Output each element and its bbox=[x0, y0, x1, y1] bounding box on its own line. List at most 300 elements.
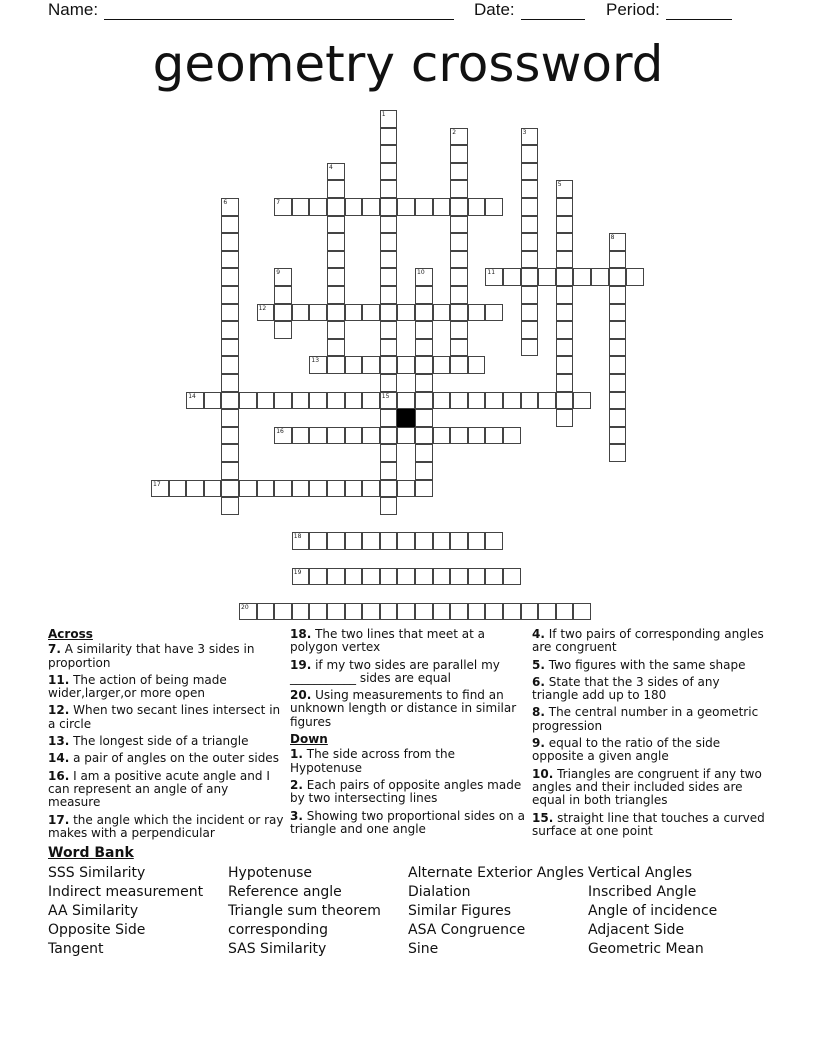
crossword-cell[interactable] bbox=[521, 251, 539, 269]
crossword-cell[interactable] bbox=[239, 392, 257, 410]
crossword-cell[interactable] bbox=[345, 356, 363, 374]
clue-number: 3. bbox=[290, 808, 303, 823]
crossword-cell[interactable] bbox=[521, 145, 539, 163]
crossword-cell[interactable] bbox=[327, 321, 345, 339]
crossword-cell[interactable] bbox=[521, 286, 539, 304]
crossword-cell[interactable] bbox=[380, 216, 398, 234]
clue-number-label: 18 bbox=[293, 533, 302, 541]
crossword-cell[interactable] bbox=[521, 216, 539, 234]
crossword-cell[interactable] bbox=[221, 480, 239, 498]
crossword-cell[interactable] bbox=[327, 480, 345, 498]
crossword-cell[interactable] bbox=[468, 304, 486, 322]
crossword-cell[interactable] bbox=[609, 321, 627, 339]
crossword-cell[interactable] bbox=[450, 128, 468, 146]
crossword-cell[interactable] bbox=[274, 268, 292, 286]
crossword-cell[interactable] bbox=[415, 427, 433, 445]
word-bank-entry: Tangent bbox=[48, 941, 104, 957]
crossword-cell[interactable] bbox=[345, 603, 363, 621]
crossword-cell[interactable] bbox=[485, 532, 503, 550]
crossword-cell[interactable] bbox=[433, 198, 451, 216]
clue-number-label: 16 bbox=[276, 427, 284, 435]
crossword-cell[interactable] bbox=[433, 392, 451, 410]
crossword-cell[interactable] bbox=[345, 427, 363, 445]
crossword-cell[interactable] bbox=[257, 304, 275, 322]
crossword-cell[interactable] bbox=[415, 392, 433, 410]
crossword-cell[interactable] bbox=[521, 163, 539, 181]
crossword-cell[interactable] bbox=[485, 568, 503, 586]
crossword-cell[interactable] bbox=[397, 568, 415, 586]
crossword-cell[interactable] bbox=[221, 356, 239, 374]
crossword-cell[interactable] bbox=[468, 198, 486, 216]
crossword-cell[interactable] bbox=[327, 427, 345, 445]
crossword-cell[interactable] bbox=[397, 304, 415, 322]
word-bank-entry: Geometric Mean bbox=[588, 941, 704, 957]
crossword-cell[interactable] bbox=[292, 304, 310, 322]
clue-text: Using measurements to find an unknown length or distance in similar figures bbox=[290, 688, 517, 729]
crossword-cell[interactable] bbox=[257, 480, 275, 498]
crossword-cell[interactable] bbox=[521, 180, 539, 198]
crossword-cell[interactable] bbox=[309, 568, 327, 586]
crossword-cell[interactable] bbox=[221, 497, 239, 515]
clue-number: 20. bbox=[290, 688, 312, 703]
crossword-cell[interactable] bbox=[362, 198, 380, 216]
crossword-cell[interactable] bbox=[221, 216, 239, 234]
crossword-cell[interactable] bbox=[292, 427, 310, 445]
crossword-cell[interactable] bbox=[556, 392, 574, 410]
crossword-cell[interactable] bbox=[609, 444, 627, 462]
crossword-cell[interactable] bbox=[362, 568, 380, 586]
clue-text: Each pairs of opposite angles made by two intersecting lines bbox=[290, 777, 522, 806]
crossword-cell[interactable] bbox=[468, 568, 486, 586]
crossword-cell[interactable] bbox=[380, 392, 398, 410]
crossword-cell[interactable] bbox=[609, 286, 627, 304]
crossword-cell[interactable] bbox=[397, 356, 415, 374]
crossword-cell[interactable] bbox=[415, 444, 433, 462]
crossword-cell[interactable] bbox=[485, 603, 503, 621]
crossword-cell[interactable] bbox=[345, 198, 363, 216]
crossword-cell[interactable] bbox=[538, 603, 556, 621]
crossword-cell[interactable] bbox=[468, 427, 486, 445]
crossword-cell[interactable] bbox=[309, 427, 327, 445]
crossword-cell[interactable] bbox=[397, 392, 415, 410]
crossword-cell[interactable] bbox=[204, 392, 222, 410]
crossword-cell[interactable] bbox=[609, 409, 627, 427]
crossword-cell[interactable] bbox=[274, 392, 292, 410]
clue-number-label: 4 bbox=[329, 163, 333, 171]
crossword-cell[interactable] bbox=[503, 427, 521, 445]
crossword-cell[interactable] bbox=[221, 444, 239, 462]
crossword-cell[interactable] bbox=[415, 339, 433, 357]
crossword-cell[interactable] bbox=[609, 268, 627, 286]
clues-column-2 bbox=[290, 628, 526, 840]
crossword-cell[interactable] bbox=[292, 480, 310, 498]
crossword-cell[interactable] bbox=[521, 339, 539, 357]
crossword-cell[interactable] bbox=[380, 497, 398, 515]
crossword-cell[interactable] bbox=[485, 268, 503, 286]
crossword-cell[interactable] bbox=[397, 480, 415, 498]
crossword-cell[interactable] bbox=[327, 233, 345, 251]
crossword-cell[interactable] bbox=[239, 603, 257, 621]
clue-item bbox=[532, 659, 768, 672]
crossword-cell[interactable] bbox=[239, 480, 257, 498]
crossword-cell[interactable] bbox=[309, 304, 327, 322]
crossword-cell[interactable] bbox=[327, 304, 345, 322]
crossword-cell[interactable] bbox=[609, 427, 627, 445]
crossword-cell[interactable] bbox=[626, 268, 644, 286]
word-bank-column bbox=[48, 864, 228, 959]
crossword-cell[interactable] bbox=[415, 321, 433, 339]
word-bank-column bbox=[588, 864, 768, 959]
crossword-cell[interactable] bbox=[292, 568, 310, 586]
crossword-cell[interactable] bbox=[450, 198, 468, 216]
crossword-cell[interactable] bbox=[609, 356, 627, 374]
crossword-cell[interactable] bbox=[468, 532, 486, 550]
clue-item bbox=[48, 674, 284, 701]
crossword-cell[interactable] bbox=[292, 392, 310, 410]
clue-number-label: 5 bbox=[557, 181, 562, 189]
crossword-cell[interactable] bbox=[450, 286, 468, 304]
crossword-cell[interactable] bbox=[433, 427, 451, 445]
clue-number: 15. bbox=[532, 810, 554, 825]
crossword-cell[interactable] bbox=[380, 339, 398, 357]
crossword-cell[interactable] bbox=[556, 216, 574, 234]
crossword-cell[interactable] bbox=[309, 392, 327, 410]
crossword-cell[interactable] bbox=[327, 603, 345, 621]
crossword-cell[interactable] bbox=[327, 286, 345, 304]
clue-text: When two secant lines intersect in a circle bbox=[48, 703, 281, 731]
crossword-cell[interactable] bbox=[450, 268, 468, 286]
crossword-cell[interactable] bbox=[556, 603, 574, 621]
crossword-cell[interactable] bbox=[450, 216, 468, 234]
crossword-cell[interactable] bbox=[415, 286, 433, 304]
clue-number: 2. bbox=[290, 777, 303, 792]
crossword-cell[interactable] bbox=[609, 392, 627, 410]
crossword-cell[interactable] bbox=[468, 356, 486, 374]
crossword-cell[interactable] bbox=[274, 480, 292, 498]
crossword-cell[interactable] bbox=[221, 409, 239, 427]
crossword-cell[interactable] bbox=[221, 286, 239, 304]
crossword-cell[interactable] bbox=[415, 374, 433, 392]
crossword-cell[interactable] bbox=[380, 444, 398, 462]
crossword-cell[interactable] bbox=[538, 268, 556, 286]
clue-number-label: 1 bbox=[381, 111, 386, 118]
crossword-cell[interactable] bbox=[503, 568, 521, 586]
crossword-cell[interactable] bbox=[521, 128, 539, 146]
word-bank-entry: Sine bbox=[408, 941, 439, 957]
crossword-cell[interactable] bbox=[415, 356, 433, 374]
crossword-cell[interactable] bbox=[468, 392, 486, 410]
crossword-cell[interactable] bbox=[345, 304, 363, 322]
crossword-cell[interactable] bbox=[573, 392, 591, 410]
clue-text: straight line that touches a curved surface at one point bbox=[532, 810, 765, 838]
crossword-cell[interactable] bbox=[362, 532, 380, 550]
crossword-cell[interactable] bbox=[257, 603, 275, 621]
crossword-cell[interactable] bbox=[221, 339, 239, 357]
crossword-cell[interactable] bbox=[327, 163, 345, 181]
crossword-cell[interactable] bbox=[380, 321, 398, 339]
clue-item bbox=[290, 659, 526, 686]
crossword-cell[interactable] bbox=[327, 339, 345, 357]
crossword-cell[interactable] bbox=[609, 304, 627, 322]
crossword-cell[interactable] bbox=[380, 568, 398, 586]
crossword-cell[interactable] bbox=[380, 110, 398, 128]
crossword-cell[interactable] bbox=[450, 163, 468, 181]
crossword-cell[interactable] bbox=[327, 180, 345, 198]
crossword-cell[interactable] bbox=[327, 198, 345, 216]
crossword-cell[interactable] bbox=[362, 603, 380, 621]
crossword-cell[interactable] bbox=[221, 198, 239, 216]
crossword-cell[interactable] bbox=[309, 198, 327, 216]
crossword-cell[interactable] bbox=[274, 198, 292, 216]
page-title: geometry crossword bbox=[152, 35, 664, 93]
crossword-cell[interactable] bbox=[450, 532, 468, 550]
name-label: Name: bbox=[48, 0, 99, 19]
crossword-cell[interactable] bbox=[556, 304, 574, 322]
crossword-cell[interactable] bbox=[380, 356, 398, 374]
clue-number-label: 10 bbox=[417, 269, 425, 277]
crossword-cell[interactable] bbox=[380, 409, 398, 427]
crossword-cell[interactable] bbox=[521, 268, 539, 286]
crossword-cell[interactable] bbox=[380, 198, 398, 216]
crossword-cell[interactable] bbox=[433, 356, 451, 374]
crossword-cell[interactable] bbox=[415, 462, 433, 480]
down-clue-list bbox=[290, 748, 526, 836]
crossword-cell[interactable] bbox=[274, 304, 292, 322]
clue-number-label: 11 bbox=[487, 269, 496, 277]
crossword-cell[interactable] bbox=[609, 233, 627, 251]
word-bank-entry: corresponding bbox=[228, 922, 328, 938]
crossword-cell[interactable] bbox=[380, 480, 398, 498]
crossword-cell[interactable] bbox=[591, 268, 609, 286]
crossword-cell[interactable] bbox=[380, 251, 398, 269]
clue-number-label: 12 bbox=[258, 304, 267, 312]
crossword-cell[interactable] bbox=[609, 251, 627, 269]
crossword-cell[interactable] bbox=[609, 374, 627, 392]
crossword-cell[interactable] bbox=[573, 268, 591, 286]
crossword-cell[interactable] bbox=[221, 268, 239, 286]
clue-text: If two pairs of corresponding angles are congruent bbox=[532, 627, 764, 655]
crossword-cell[interactable] bbox=[380, 532, 398, 550]
clue-number-label: 15 bbox=[381, 392, 390, 400]
clue-number-label: 19 bbox=[293, 568, 302, 576]
crossword-cell[interactable] bbox=[556, 180, 574, 198]
crossword-cell[interactable] bbox=[362, 392, 380, 410]
crossword-cell[interactable] bbox=[380, 128, 398, 146]
clue-number-label: 20 bbox=[241, 603, 249, 611]
crossword-cell[interactable] bbox=[450, 251, 468, 269]
crossword-cell[interactable] bbox=[433, 568, 451, 586]
crossword-cell[interactable] bbox=[327, 216, 345, 234]
clue-text: the angle which the incident or ray makes with a perpendicular bbox=[48, 812, 284, 840]
crossword-cell[interactable] bbox=[503, 392, 521, 410]
clue-item bbox=[290, 779, 526, 806]
crossword-cell[interactable] bbox=[433, 304, 451, 322]
crossword-cell[interactable] bbox=[186, 392, 204, 410]
date-label: Date: bbox=[474, 0, 515, 19]
crossword-cell[interactable] bbox=[345, 480, 363, 498]
crossword-cell[interactable] bbox=[186, 480, 204, 498]
crossword-cell[interactable] bbox=[327, 268, 345, 286]
clue-number: 1. bbox=[290, 747, 303, 762]
crossword-cell[interactable] bbox=[450, 321, 468, 339]
crossword-cell[interactable] bbox=[521, 603, 539, 621]
crossword-cell[interactable] bbox=[292, 532, 310, 550]
crossword-cell[interactable] bbox=[415, 409, 433, 427]
clue-text: The longest side of a triangle bbox=[73, 734, 249, 749]
crossword-cell[interactable] bbox=[521, 304, 539, 322]
crossword-cell[interactable] bbox=[433, 532, 451, 550]
crossword-cell[interactable] bbox=[380, 233, 398, 251]
crossword-cell[interactable] bbox=[573, 603, 591, 621]
crossword-cell[interactable] bbox=[221, 374, 239, 392]
word-bank-entry: Opposite Side bbox=[48, 922, 146, 938]
clue-text: The side across from the Hypotenuse bbox=[290, 747, 455, 775]
crossword-cell[interactable] bbox=[274, 427, 292, 445]
clue-number: 10. bbox=[532, 766, 554, 781]
word-bank-entry: Angle of incidence bbox=[588, 903, 718, 919]
crossword-cell[interactable] bbox=[380, 145, 398, 163]
crossword-cell[interactable] bbox=[556, 321, 574, 339]
crossword-cell[interactable] bbox=[221, 427, 239, 445]
crossword-cell[interactable] bbox=[556, 286, 574, 304]
crossword-cell[interactable] bbox=[327, 568, 345, 586]
clue-number: 12. bbox=[48, 703, 70, 718]
clue-number: 9. bbox=[532, 736, 545, 751]
crossword-cell[interactable] bbox=[309, 603, 327, 621]
crossword-cell[interactable] bbox=[292, 603, 310, 621]
crossword-cell[interactable] bbox=[485, 427, 503, 445]
crossword-cell[interactable] bbox=[556, 233, 574, 251]
crossword-cell[interactable] bbox=[221, 392, 239, 410]
crossword-cell[interactable] bbox=[327, 532, 345, 550]
crossword-cell[interactable] bbox=[415, 268, 433, 286]
crossword-cell[interactable] bbox=[204, 480, 222, 498]
crossword-cell[interactable] bbox=[380, 268, 398, 286]
crossword-cell[interactable] bbox=[503, 268, 521, 286]
crossword-cell[interactable] bbox=[556, 356, 574, 374]
crossword-cell[interactable] bbox=[397, 532, 415, 550]
crossword-cell[interactable] bbox=[538, 392, 556, 410]
crossword-cell[interactable] bbox=[521, 198, 539, 216]
crossword-cell[interactable] bbox=[257, 392, 275, 410]
crossword-cell[interactable] bbox=[362, 427, 380, 445]
crossword-cell[interactable] bbox=[327, 392, 345, 410]
across-heading: Across bbox=[48, 627, 93, 641]
crossword-cell[interactable] bbox=[380, 180, 398, 198]
crossword-cell[interactable] bbox=[450, 145, 468, 163]
crossword-cell[interactable] bbox=[415, 198, 433, 216]
crossword-cell[interactable] bbox=[556, 409, 574, 427]
crossword-cell[interactable] bbox=[450, 568, 468, 586]
crossword-cell[interactable] bbox=[521, 321, 539, 339]
crossword-cell[interactable] bbox=[450, 603, 468, 621]
crossword-cell[interactable] bbox=[450, 356, 468, 374]
crossword-cell[interactable] bbox=[503, 603, 521, 621]
crossword-cell[interactable] bbox=[221, 304, 239, 322]
crossword-cell[interactable] bbox=[309, 532, 327, 550]
crossword-cell[interactable] bbox=[397, 427, 415, 445]
crossword-cell[interactable] bbox=[450, 180, 468, 198]
crossword-cell[interactable] bbox=[380, 603, 398, 621]
crossword-cell[interactable] bbox=[415, 304, 433, 322]
crossword-cell[interactable] bbox=[151, 480, 169, 498]
crossword-cell[interactable] bbox=[221, 462, 239, 480]
crossword-cell[interactable] bbox=[327, 251, 345, 269]
clue-number-label: 3 bbox=[522, 128, 527, 136]
crossword-cell[interactable] bbox=[556, 268, 574, 286]
clue-text: if my two sides are parallel my ___________ sides are equal bbox=[290, 657, 500, 685]
crossword-cell[interactable] bbox=[485, 304, 503, 322]
crossword-cell[interactable] bbox=[397, 198, 415, 216]
clue-item bbox=[290, 689, 526, 729]
crossword-cell[interactable] bbox=[345, 532, 363, 550]
crossword-cell[interactable] bbox=[450, 339, 468, 357]
crossword-cell[interactable] bbox=[433, 603, 451, 621]
crossword-cell[interactable] bbox=[450, 392, 468, 410]
crossword-cell[interactable] bbox=[345, 392, 363, 410]
crossword-cell[interactable] bbox=[485, 392, 503, 410]
crossword-cell[interactable] bbox=[380, 374, 398, 392]
crossword-cell[interactable] bbox=[380, 462, 398, 480]
crossword-cell[interactable] bbox=[609, 339, 627, 357]
down-heading: Down bbox=[290, 732, 328, 747]
clue-number: 11. bbox=[48, 672, 70, 687]
crossword-cell[interactable] bbox=[309, 356, 327, 374]
crossword-cell[interactable] bbox=[292, 198, 310, 216]
crossword-cell[interactable] bbox=[521, 392, 539, 410]
crossword-cell[interactable] bbox=[327, 356, 345, 374]
clue-item bbox=[532, 706, 768, 733]
crossword-cell[interactable] bbox=[309, 480, 327, 498]
crossword-cell[interactable] bbox=[380, 304, 398, 322]
crossword-cell[interactable] bbox=[362, 356, 380, 374]
crossword-cell[interactable] bbox=[415, 603, 433, 621]
crossword-cell[interactable] bbox=[380, 163, 398, 181]
crossword-cell[interactable] bbox=[362, 480, 380, 498]
crossword-cell[interactable] bbox=[521, 233, 539, 251]
crossword-cell[interactable] bbox=[450, 233, 468, 251]
crossword-cell[interactable] bbox=[415, 532, 433, 550]
word-bank-entry: Dialation bbox=[408, 884, 471, 900]
crossword-cell[interactable] bbox=[415, 480, 433, 498]
crossword-cell[interactable] bbox=[362, 304, 380, 322]
crossword-cell[interactable] bbox=[450, 304, 468, 322]
crossword-cell[interactable] bbox=[274, 321, 292, 339]
crossword-cell[interactable] bbox=[450, 427, 468, 445]
crossword-cell[interactable] bbox=[169, 480, 187, 498]
crossword-cell[interactable] bbox=[380, 427, 398, 445]
crossword-cell[interactable] bbox=[556, 251, 574, 269]
crossword-cell[interactable] bbox=[468, 603, 486, 621]
crossword-cell[interactable] bbox=[345, 568, 363, 586]
crossword-cell[interactable] bbox=[380, 286, 398, 304]
crossword-cell[interactable] bbox=[221, 233, 239, 251]
crossword-cell[interactable] bbox=[556, 198, 574, 216]
clue-text: The two lines that meet at a polygon vertex bbox=[290, 627, 486, 655]
crossword-cell[interactable] bbox=[415, 568, 433, 586]
word-bank-entry: Triangle sum theorem bbox=[228, 903, 381, 919]
crossword-cell[interactable] bbox=[221, 321, 239, 339]
crossword-cell[interactable] bbox=[556, 339, 574, 357]
crossword-cell[interactable] bbox=[274, 603, 292, 621]
crossword-cell[interactable] bbox=[274, 286, 292, 304]
crossword-cell[interactable] bbox=[556, 374, 574, 392]
crossword-cell[interactable] bbox=[221, 251, 239, 269]
crossword-cell[interactable] bbox=[397, 603, 415, 621]
clue-item bbox=[48, 752, 284, 765]
down-clue-list-continued bbox=[532, 628, 768, 838]
crossword-cell[interactable] bbox=[485, 198, 503, 216]
